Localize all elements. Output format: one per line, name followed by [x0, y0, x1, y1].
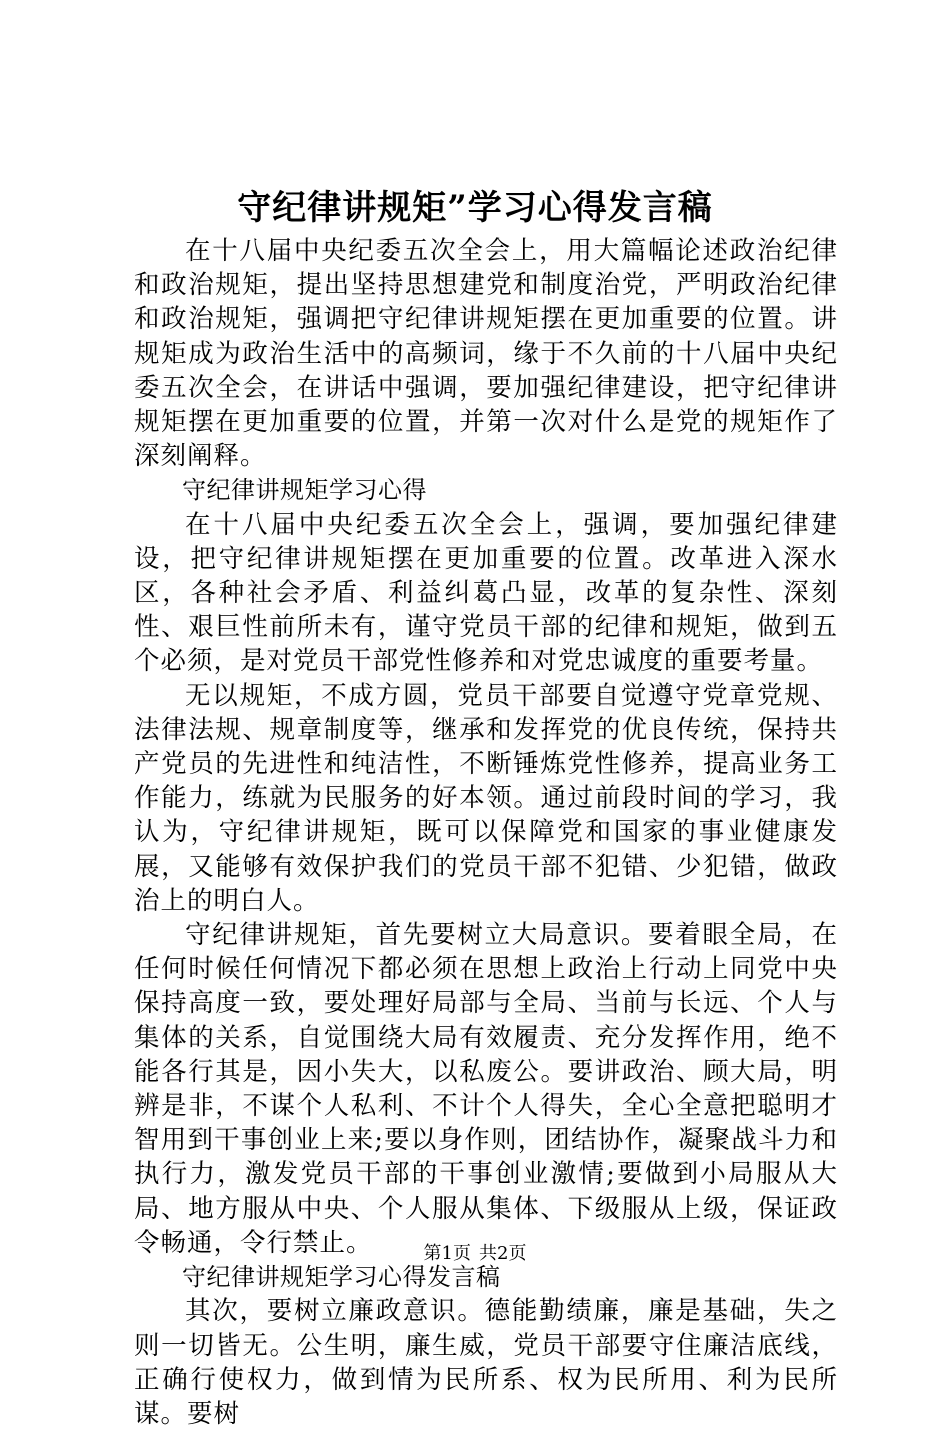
paragraph: 在十八届中央纪委五次全会上，强调，要加强纪律建设，把守纪律讲规矩摆在更加重要的位置。改革进入深水区，各种社会矛盾、利益纠葛凸显，改革的复杂性、深刻性、艰巨性前所未有，谨守党员干部的纪律和规矩，做到五个必须，是对党员干部党性修养和对党忠诚度的重要考量。 [134, 509, 838, 677]
paragraph: 无以规矩，不成方圆，党员干部要自觉遵守党章党规、法律法规、规章制度等，继承和发挥党的优良传统，保持共产党员的先进性和纯洁性，不断锤炼党性修养，提高业务工作能力，练就为民服务的好本领。通过前段时间的学习，我认为，守纪律讲规矩，既可以保障党和国家的事业健康发展，又能够有效保护我们的党员干部不犯错、少犯错，做政治上的明白人。 [134, 680, 838, 916]
document-title: 守纪律讲规矩”学习心得发言稿 [237, 188, 713, 228]
page-number: 第1页 [423, 1243, 471, 1264]
page-footer [0, 1242, 950, 1266]
section-heading: 守纪律讲规矩学习心得发言稿 [182, 1263, 501, 1292]
section-heading: 守纪律讲规矩学习心得 [182, 476, 427, 505]
paragraph: 守纪律讲规矩，首先要树立大局意识。要着眼全局，在任何时候任何情况下都必须在思想上政治上行动上同党中央保持高度一致，要处理好局部与全局、当前与长远、个人与集体的关系，自觉围绕大局有效履责、充分发挥作用，绝不能各行其是，因小失大，以私废公。要讲政治、顾大局，明辨是非，不谋个人私利、不计个人得失，全心全意把聪明才智用到干事创业上来;要以身作则，团结协作，凝聚战斗力和执行力，激发党员干部的干事创业激情;要做到小局服从大局、地方服从中央、个人服从集体、下级服从上级，保证政令畅通，令行禁止。 [134, 920, 838, 1258]
page-total: 共2页 [479, 1243, 527, 1264]
paragraph: 在十八届中央纪委五次全会上，用大篇幅论述政治纪律和政治规矩，提出坚持思想建党和制度治党，严明政治纪律和政治规矩，强调把守纪律讲规矩摆在更加重要的位置。讲规矩成为政治生活中的高频词，缘于不久前的十八届中央纪委五次全会，在讲话中强调，要加强纪律建设，把守纪律讲规矩摆在更加重要的位置，并第一次对什么是党的规矩作了深刻阐释。 [134, 236, 838, 472]
paragraph: 其次，要树立廉政意识。德能勤绩廉，廉是基础，失之则一切皆无。公生明，廉生威，党员干部要守住廉洁底线，正确行使权力，做到情为民所系、权为民所用、利为民所谋。要树 [134, 1296, 838, 1429]
